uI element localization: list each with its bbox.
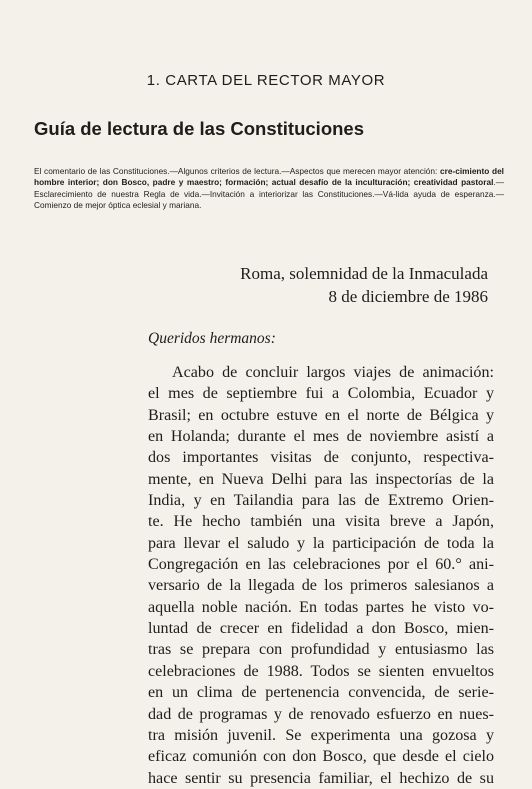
body-line: para llevar el saludo y la participación de toda la — [148, 534, 494, 552]
body-line: tras se prepara con profundidad y entusiasmo las — [148, 641, 494, 659]
body-line: dad de programas y de renovado esfuerzo en nues- — [148, 705, 494, 723]
body-line: mente, en Nueva Delhi para las inspectorías de la — [148, 470, 494, 488]
summary-text-2: .—Esclarecimiento de nuestra Regla de vida.—Invitación a interiorizar las Constituciones.—Vá-lida ayuda de esperanza.—Comienzo de mejor óptica eclesial y mariana. — [34, 177, 504, 211]
body-line: te. He hecho también una visita breve a Japón, — [148, 513, 494, 531]
summary-text-1: El comentario de las Constituciones.—Algunos criterios de lectura.—Aspectos que merecen mayor atención: — [34, 166, 440, 176]
body-line: Brasil; en octubre estuve en el norte de Bélgica y — [148, 406, 494, 424]
dateline — [240, 262, 488, 308]
dateline-date: 8 de diciembre de 1986 — [328, 287, 488, 306]
body-paragraph — [148, 362, 494, 789]
dateline-place: Roma, solemnidad de la Inmaculada — [240, 264, 488, 283]
body-line: eficaz comunión con don Bosco, que desde el cielo — [148, 748, 494, 766]
body-line: el mes de septiembre fui a Colombia, Ecuador y — [148, 385, 494, 403]
salutation: Queridos hermanos: — [148, 330, 276, 347]
body-line: versario de la llegada de los primeros salesianos a — [148, 577, 494, 595]
body-line: Acabo de concluir largos viajes de animación: — [172, 364, 494, 381]
section-title: Guía de lectura de las Constituciones — [34, 118, 365, 139]
body-line: en Holanda; durante el mes de noviembre asistí a — [148, 428, 494, 446]
body-line: en un clima de pertenencia convencida, de serie- — [148, 684, 494, 702]
summary-abstract — [34, 166, 504, 212]
body-line: India, y en Tailandia para las de Extremo Orien- — [148, 492, 494, 510]
body-line: aquella noble nación. En todas partes he visto vo- — [148, 598, 494, 616]
body-line: hace sentir su presencia familiar, el hechizo de su — [148, 769, 494, 787]
chapter-heading: 1. CARTA DEL RECTOR MAYOR — [146, 72, 386, 89]
body-line: luntad de crecer en fidelidad a don Bosco, mien- — [148, 620, 494, 638]
body-line: dos importantes visitas de conjunto, respectiva- — [148, 449, 494, 467]
body-line: celebraciones de 1988. Todos se sienten envueltos — [148, 662, 494, 680]
body-line: Congregación en las celebraciones por el 60.° ani- — [148, 556, 494, 574]
summary-bold-text: cre-cimiento del hombre interior; don Bosco, padre y maestro; formación; actual desafío de la inculturación; creatividad pastoral — [34, 166, 504, 188]
body-line: tra misión juvenil. Se experimenta una gozosa y — [148, 726, 494, 744]
